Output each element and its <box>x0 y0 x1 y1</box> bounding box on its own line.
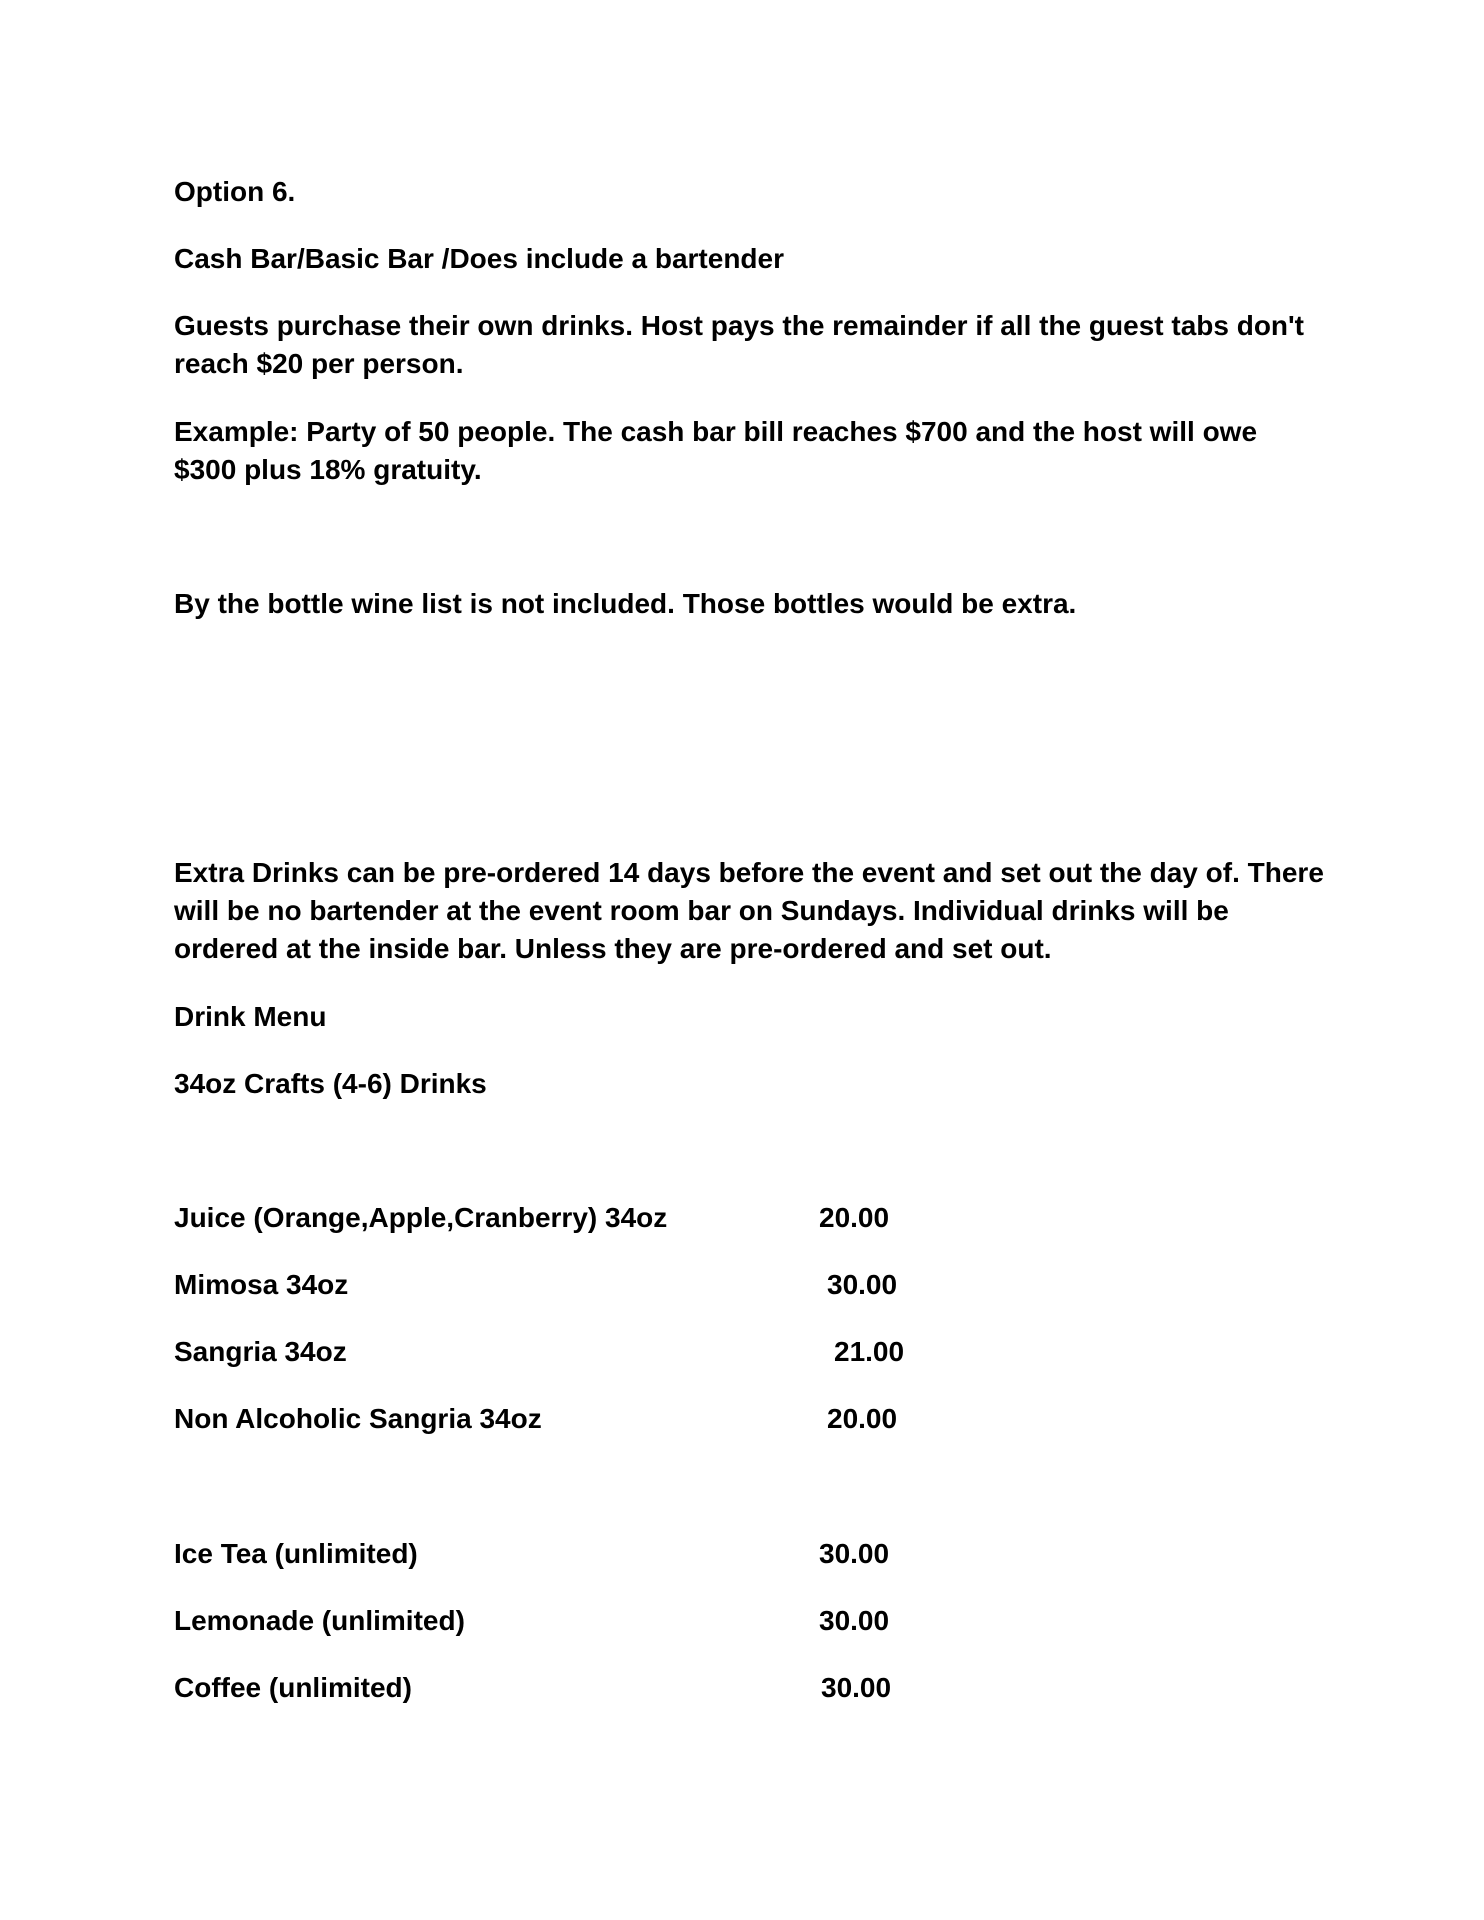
menu-item-name: Ice Tea (unlimited) <box>174 1538 418 1569</box>
option-title: Option 6. <box>174 176 296 207</box>
drink-menu-title: Drink Menu <box>174 1001 327 1032</box>
bar-type-heading: Cash Bar/Basic Bar /Does include a bartender <box>174 243 784 274</box>
extra-drinks-paragraph: Extra Drinks can be pre-ordered 14 days before the event and set out the day of. There will be no bartender at the event room bar on Sundays. Individual drinks will be ordered at the inside bar. Unless they are pre-ordered and set out. <box>174 857 1324 964</box>
menu-item-name: Mimosa 34oz <box>174 1269 349 1300</box>
menu-item-price: 30.00 <box>819 1538 890 1569</box>
menu-item-price: 30.00 <box>819 1605 890 1636</box>
menu-item-price: 21.00 <box>834 1336 905 1367</box>
menu-item-price: 30.00 <box>821 1672 892 1703</box>
menu-item-name: Non Alcoholic Sangria 34oz <box>174 1403 542 1434</box>
menu-item-name: Juice (Orange,Apple,Cranberry) 34oz <box>174 1202 668 1233</box>
wine-note: By the bottle wine list is not included. Those bottles would be extra. <box>174 588 1077 619</box>
guests-paragraph: Guests purchase their own drinks. Host pays the remainder if all the guest tabs don't reach $20 per person. <box>174 310 1305 379</box>
menu-item-name: Sangria 34oz <box>174 1336 347 1367</box>
example-paragraph: Example: Party of 50 people. The cash bar bill reaches $700 and the host will owe $300 plus 18% gratuity. <box>174 416 1258 485</box>
crafts-heading: 34oz Crafts (4-6) Drinks <box>174 1068 487 1099</box>
menu-item-price: 20.00 <box>819 1202 890 1233</box>
menu-item-price: 30.00 <box>827 1269 898 1300</box>
menu-item-name: Lemonade (unlimited) <box>174 1605 465 1636</box>
menu-item-name: Coffee (unlimited) <box>174 1672 412 1703</box>
menu-item-price: 20.00 <box>827 1403 898 1434</box>
